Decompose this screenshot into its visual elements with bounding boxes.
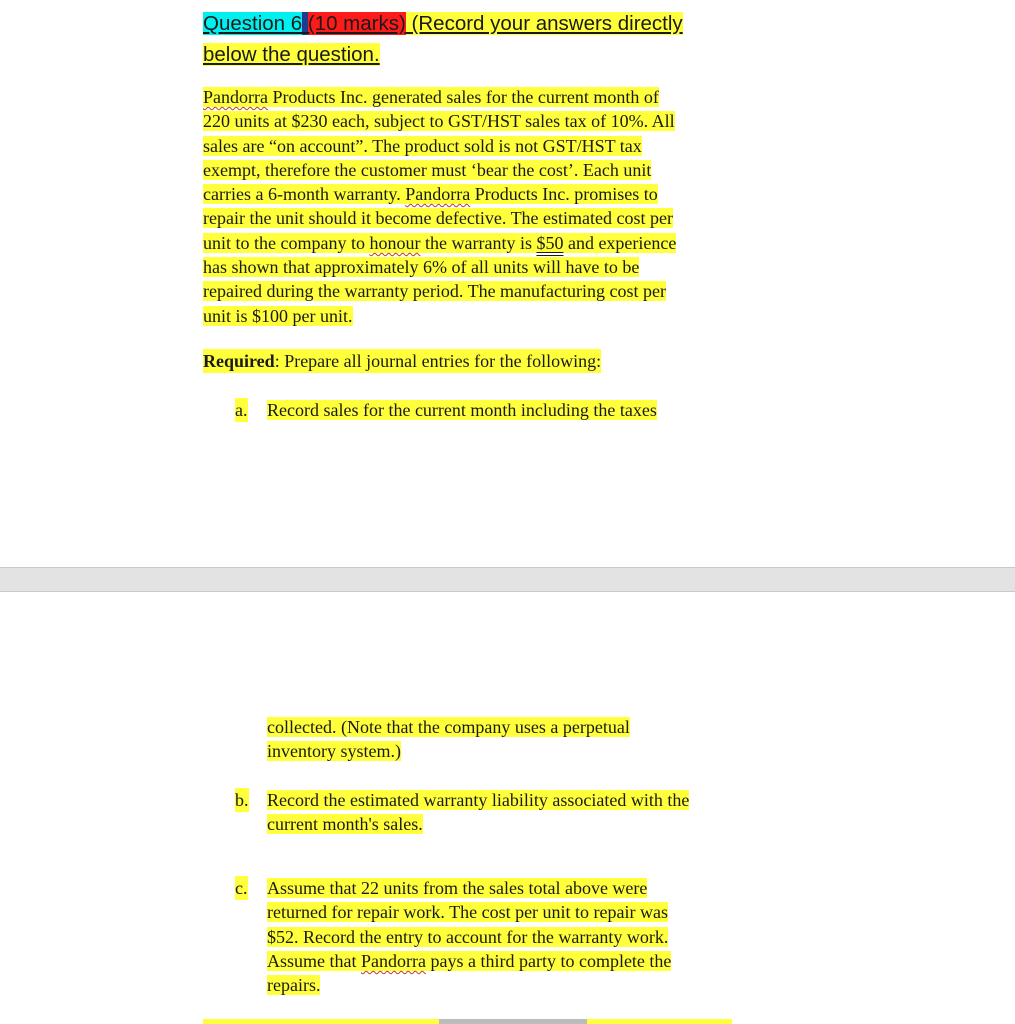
highlight-bar-gray <box>439 1019 587 1024</box>
item-c-line: repairs. <box>267 975 321 996</box>
item-c-line: Assume that 22 units from the sales total above were <box>267 878 648 898</box>
highlight-bar-right <box>587 1019 732 1024</box>
paragraph-line: repaired during the warranty period. The manufacturing cost per <box>203 281 666 302</box>
item-c-line: returned for repair work. The cost per unit to repair was <box>267 902 669 923</box>
item-a-continued-line: collected. (Note that the company uses a perpetual <box>267 717 630 737</box>
item-a-continued-line: inventory system.) <box>267 741 401 762</box>
item-b-marker: b. <box>235 788 249 812</box>
paragraph-line: unit is $100 per unit. <box>203 305 353 326</box>
required-instruction <box>203 349 601 373</box>
item-c-line: Assume that Pandorra pays a third party to complete the <box>267 950 672 971</box>
paragraph-line: exempt, therefore the customer must ‘bear the cost’. Each unit <box>203 159 652 180</box>
heading-separator <box>302 12 308 35</box>
question-label: Question 6 <box>203 12 303 35</box>
paragraph-line: Pandorra Products Inc. generated sales for the current month of <box>203 87 659 107</box>
problem-paragraph <box>203 85 763 328</box>
paragraph-line: has shown that approximately 6% of all units will have to be <box>203 257 640 278</box>
question-heading <box>203 8 763 70</box>
paragraph-line: sales are “on account”. The product sold is not GST/HST tax <box>203 135 642 156</box>
item-c-line: $52. Record the entry to account for the warranty work. <box>267 926 669 947</box>
item-a-marker: a. <box>235 398 248 422</box>
item-a-line-1: Record sales for the current month including the taxes <box>267 400 657 420</box>
paragraph-line: 220 units at $230 each, subject to GST/HST sales tax of 10%. All <box>203 111 675 132</box>
document-page-2 <box>0 592 1015 1024</box>
required-text: : Prepare all journal entries for the following: <box>274 351 602 371</box>
paragraph-line: carries a 6-month warranty. Pandorra Products Inc. promises to <box>203 184 658 205</box>
item-b-line: current month's sales. <box>267 814 423 835</box>
required-label: Required <box>203 351 275 371</box>
paragraph-line: unit to the company to honour the warranty is $50 and experience <box>203 232 677 253</box>
instruction-line-1: (Record your answers directly <box>411 12 683 35</box>
highlight-bar-left <box>203 1019 439 1024</box>
page-break <box>0 567 1015 592</box>
item-c-marker: c. <box>235 876 248 900</box>
paragraph-line: repair the unit should it become defective. The estimated cost per <box>203 208 674 229</box>
item-b-line: Record the estimated warranty liability associated with the <box>267 790 690 810</box>
instruction-line-2: below the question. <box>203 43 380 66</box>
marks-label: (10 marks) <box>307 12 406 35</box>
